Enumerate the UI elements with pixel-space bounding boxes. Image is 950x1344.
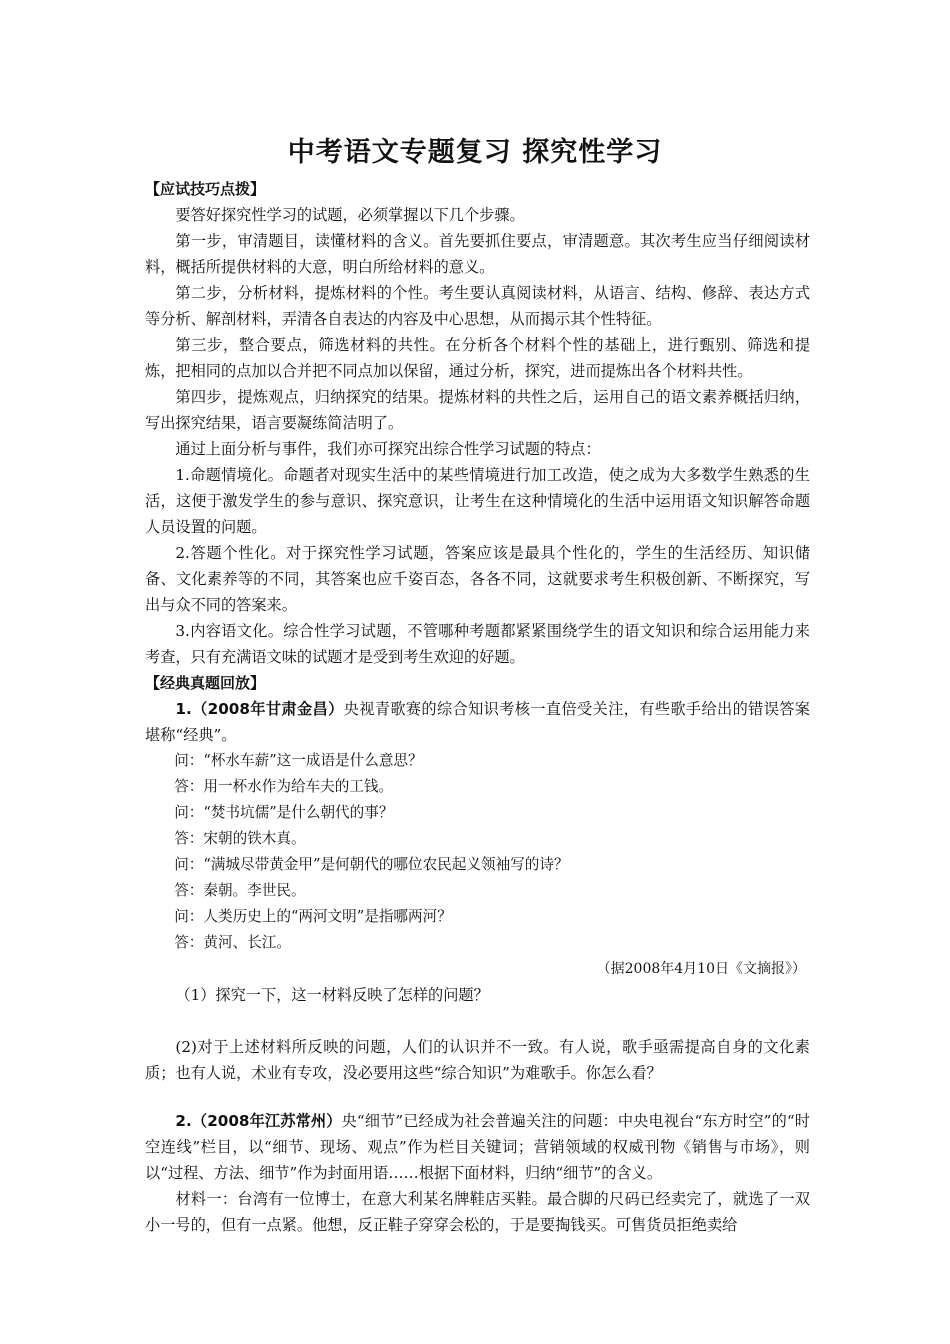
- answer-space: [145, 1086, 810, 1108]
- section-heading-exam: 【经典真题回放】: [145, 674, 266, 692]
- dialog-line: 答：秦朝。李世民。: [174, 882, 306, 899]
- paragraph: 第一步，审清题目，读懂材料的含义。首先要抓住要点，审清题意。其次考生应当仔细阅读材料，概括所提供材料的大意，明白所给材料的意义。: [145, 232, 810, 276]
- question-1: [145, 696, 810, 748]
- dialog-line: 答：宋朝的铁木真。: [174, 830, 306, 847]
- answer-space: [145, 1008, 810, 1034]
- material-1: 材料一：台湾有一位博士，在意大利某名牌鞋店买鞋。最合脚的尺码已经卖完了，就选了一双小一号的，但有一点紧。他想，反正鞋子穿穿会松的，于是要掏钱买。可售货员拒绝卖给: [145, 1190, 810, 1234]
- dialog-line: 问：“满城尽带黄金甲”是何朝代的哪位农民起义领袖写的诗？: [174, 856, 569, 873]
- question-1-label: 1.（2008年甘肃金昌）: [175, 700, 344, 718]
- source-citation: （据2008年4月10日《文摘报》）: [596, 961, 806, 977]
- document-body: [145, 176, 810, 1238]
- paragraph: 1.命题情境化。命题者对现实生活中的某些情境进行加工改造，使之成为大多数学生熟悉的生活，这便于激发学生的参与意识、探究意识，让考生在这种情境化的生活中运用语文知识解答命题人员设置的问题。: [145, 466, 810, 536]
- question-2-label: 2.（2008年江苏常州）: [175, 1112, 342, 1130]
- section-heading-tips: 【应试技巧点拨】: [145, 180, 266, 198]
- document-title: 中考语文专题复习 探究性学习: [287, 137, 663, 168]
- paragraph: 通过上面分析与事件，我们亦可探究出综合性学习试题的特点：: [175, 440, 601, 458]
- sub-question-1: （1）探究一下，这一材料反映了怎样的问题？: [175, 986, 489, 1004]
- dialog-line: 答：用一杯水作为给车夫的工钱。: [174, 778, 394, 795]
- question-1-intro: 央视青歌赛的综合知识考核一直倍受关注，有些歌手给出的错误答案堪称“经典”。: [145, 700, 810, 744]
- paragraph: 要答好探究性学习的试题，必须掌握以下几个步骤。: [175, 206, 525, 224]
- paragraph: 第四步，提炼观点，归纳探究的结果。提炼材料的共性之后，运用自己的语文素养概括归纳，写出探究结果，语言要凝练简洁明了。: [145, 388, 810, 432]
- dialog-line: 问：人类历史上的“两河文明”是指哪两河？: [174, 908, 452, 925]
- question-2: [145, 1108, 810, 1186]
- paragraph: 3.内容语文化。综合性学习试题，不管哪种考题都紧紧围绕学生的语文知识和综合运用能力来考查，只有充满语文味的试题才是受到考生欢迎的好题。: [145, 622, 810, 666]
- question-2-intro: 央“细节”已经成为社会普遍关注的问题：中央电视台“东方时空”的“时空连线”栏目，以“细节、现场、观点”作为栏目关键词；营销领域的权威刊物《销售与市场》，则以“过程、方法、细节”作为封面用语……根据下面材料，归纳“细节”的含义。: [145, 1112, 810, 1182]
- sub-question-2: (2)对于上述材料所反映的问题，人们的认识并不一致。有人说，歌手亟需提高自身的文化素质；也有人说，术业有专攻，没必要用这些“综合知识”为难歌手。你怎么看？: [145, 1038, 810, 1082]
- paragraph: 第二步，分析材料，提炼材料的个性。考生要认真阅读材料，从语言、结构、修辞、表达方式等分析、解剖材料，弄清各自表达的内容及中心思想，从而揭示其个性特征。: [145, 284, 810, 328]
- dialog-line: 答：黄河、长江。: [174, 934, 291, 951]
- paragraph: 2.答题个性化。对于探究性学习试题，答案应该是最具个性化的，学生的生活经历、知识储备、文化素养等的不同，其答案也应千姿百态，各各不同，这就要求考生积极创新、不断探究，写出与众不同的答案来。: [145, 544, 810, 614]
- dialog-line: 问：“杯水车薪”这一成语是什么意思？: [174, 752, 423, 769]
- dialog-line: 问：“焚书坑儒”是什么朝代的事？: [174, 804, 394, 821]
- paragraph: 第三步，整合要点，筛选材料的共性。在分析各个材料个性的基础上，进行甄别、筛选和提炼，把相同的点加以合并把不同点加以保留，通过分析，探究，进而提炼出各个材料共性。: [145, 336, 810, 380]
